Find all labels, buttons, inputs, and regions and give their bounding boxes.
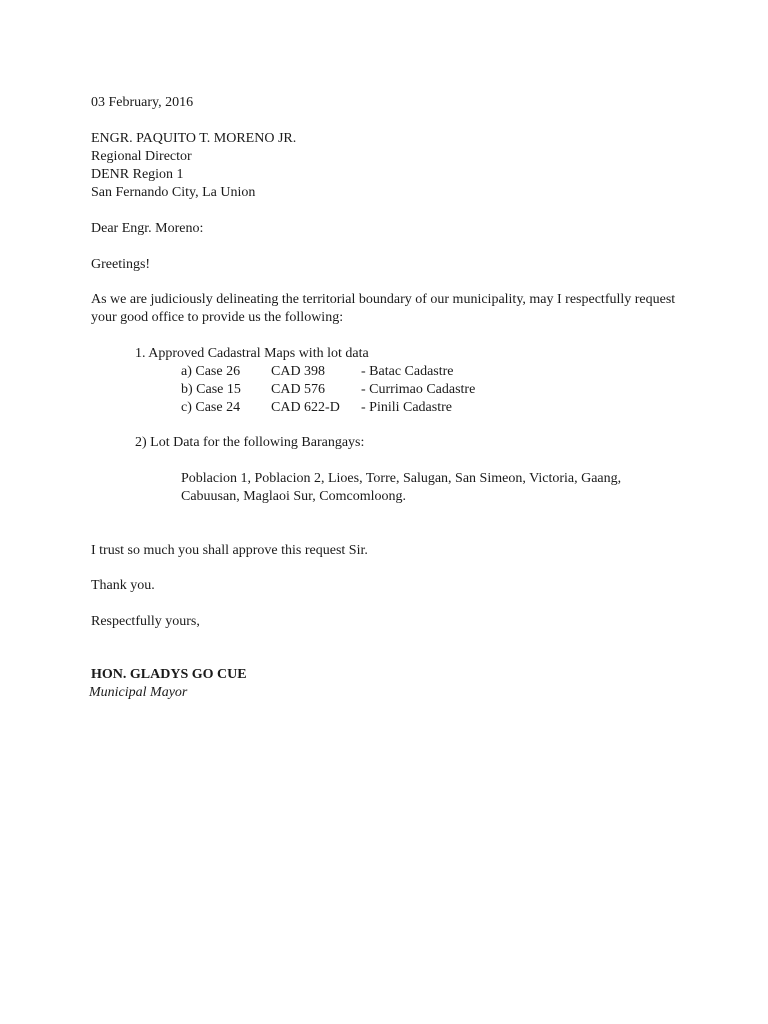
cadastre-cad: CAD 398 xyxy=(271,364,326,379)
item1-heading: 1. Approved Cadastral Maps with lot data xyxy=(135,346,369,361)
sign-off: Respectfully yours, xyxy=(91,614,200,629)
item2-heading: 2) Lot Data for the following Barangays: xyxy=(135,435,365,450)
recipient-title: Regional Director xyxy=(91,149,192,164)
signatory-name: HON. GLADYS GO CUE xyxy=(91,667,247,682)
intro-paragraph: As we are judiciously delineating the territorial boundary of our municipality, may I respectfully request your good office to provide us the following: xyxy=(91,292,676,325)
greeting: Greetings! xyxy=(91,257,151,272)
cadastre-name: - Currimao Cadastre xyxy=(361,382,476,397)
thank-you: Thank you. xyxy=(91,578,155,593)
cadastre-cad: CAD 622-D xyxy=(271,400,340,415)
closing-request: I trust so much you shall approve this request Sir. xyxy=(91,543,368,558)
cadastre-cad: CAD 576 xyxy=(271,382,326,397)
cadastre-case: b) Case 15 xyxy=(181,382,241,397)
cadastre-case: a) Case 26 xyxy=(181,364,241,379)
recipient-office: DENR Region 1 xyxy=(91,167,184,182)
recipient-name: ENGR. PAQUITO T. MORENO JR. xyxy=(91,131,297,146)
cadastre-case: c) Case 24 xyxy=(181,400,241,415)
letter-date: 03 February, 2016 xyxy=(91,95,194,110)
salutation: Dear Engr. Moreno: xyxy=(91,221,204,236)
signatory-position: Municipal Mayor xyxy=(89,685,188,700)
cadastre-name: - Batac Cadastre xyxy=(361,364,454,379)
cadastre-name: - Pinili Cadastre xyxy=(361,400,452,415)
recipient-address: San Fernando City, La Union xyxy=(91,185,256,200)
barangay-list: Poblacion 1, Poblacion 2, Lioes, Torre, Salugan, San Simeon, Victoria, Gaang, Cabuusan, Maglaoi Sur, Comcomloong. xyxy=(181,471,622,504)
